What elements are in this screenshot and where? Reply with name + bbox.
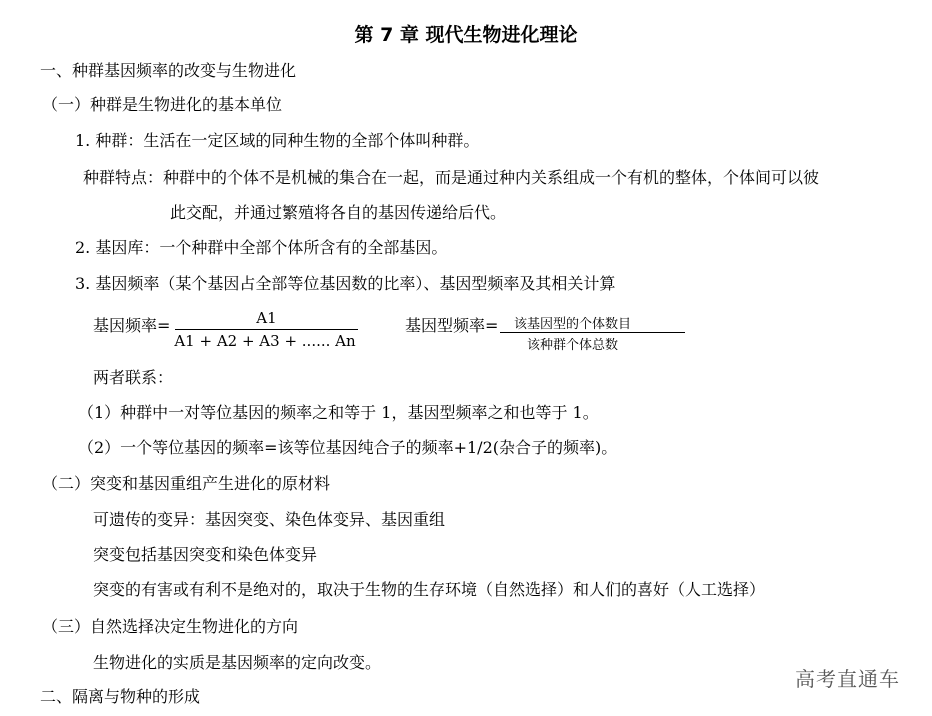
paragraph: 此交配，并通过繁殖将各自的基因传递给后代。 [170, 203, 507, 222]
paragraph: 突变的有害或有利不是绝对的，取决于生物的生存环境（自然选择）和人们的喜好（人工选择） [93, 580, 766, 599]
subsection-heading: （一）种群是生物进化的基本单位 [42, 95, 283, 114]
watermark: 高考直通车 [795, 667, 900, 691]
chapter-title: 第 7 章 现代生物进化理论 [354, 24, 578, 46]
paragraph: 生物进化的实质是基因频率的定向改变。 [93, 653, 382, 672]
formula-denominator: 该种群个体总数 [526, 338, 618, 353]
paragraph: 3. 基因频率（某个基因占全部等位基因数的比率）、基因型频率及其相关计算 [75, 274, 616, 293]
formula-numerator: A1 [256, 309, 277, 327]
paragraph: 2. 基因库：一个种群中全部个体所含有的全部基因。 [75, 238, 448, 257]
formula-numerator: 该基因型的个体数目 [513, 317, 631, 332]
paragraph: 突变包括基因突变和染色体变异 [93, 545, 318, 564]
fraction-bar [500, 332, 685, 333]
formula-denominator: A1 + A2 + A3 + ...... An [174, 332, 356, 350]
formula-label: 基因型频率= [405, 316, 499, 335]
subsection-heading: （三）自然选择决定生物进化的方向 [42, 617, 299, 636]
paragraph: 两者联系： [93, 368, 174, 387]
section-heading: 一、种群基因频率的改变与生物进化 [40, 61, 297, 80]
section-heading: 二、隔离与物种的形成 [40, 687, 201, 706]
paragraph: 可遗传的变异：基因突变、染色体变异、基因重组 [93, 510, 446, 529]
paragraph: （1）种群中一对等位基因的频率之和等于 1，基因型频率之和也等于 1。 [78, 403, 599, 422]
formula-label: 基因频率= [93, 316, 171, 335]
subsection-heading: （二）突变和基因重组产生进化的原材料 [42, 474, 331, 493]
paragraph: 1. 种群：生活在一定区域的同种生物的全部个体叫种群。 [75, 131, 480, 150]
fraction-bar [175, 329, 358, 330]
paragraph: （2）一个等位基因的频率=该等位基因纯合子的频率+1/2(杂合子的频率)。 [78, 438, 618, 457]
paragraph: 种群特点：种群中的个体不是机械的集合在一起，而是通过种内关系组成一个有机的整体，个体间可以彼 [83, 168, 820, 187]
